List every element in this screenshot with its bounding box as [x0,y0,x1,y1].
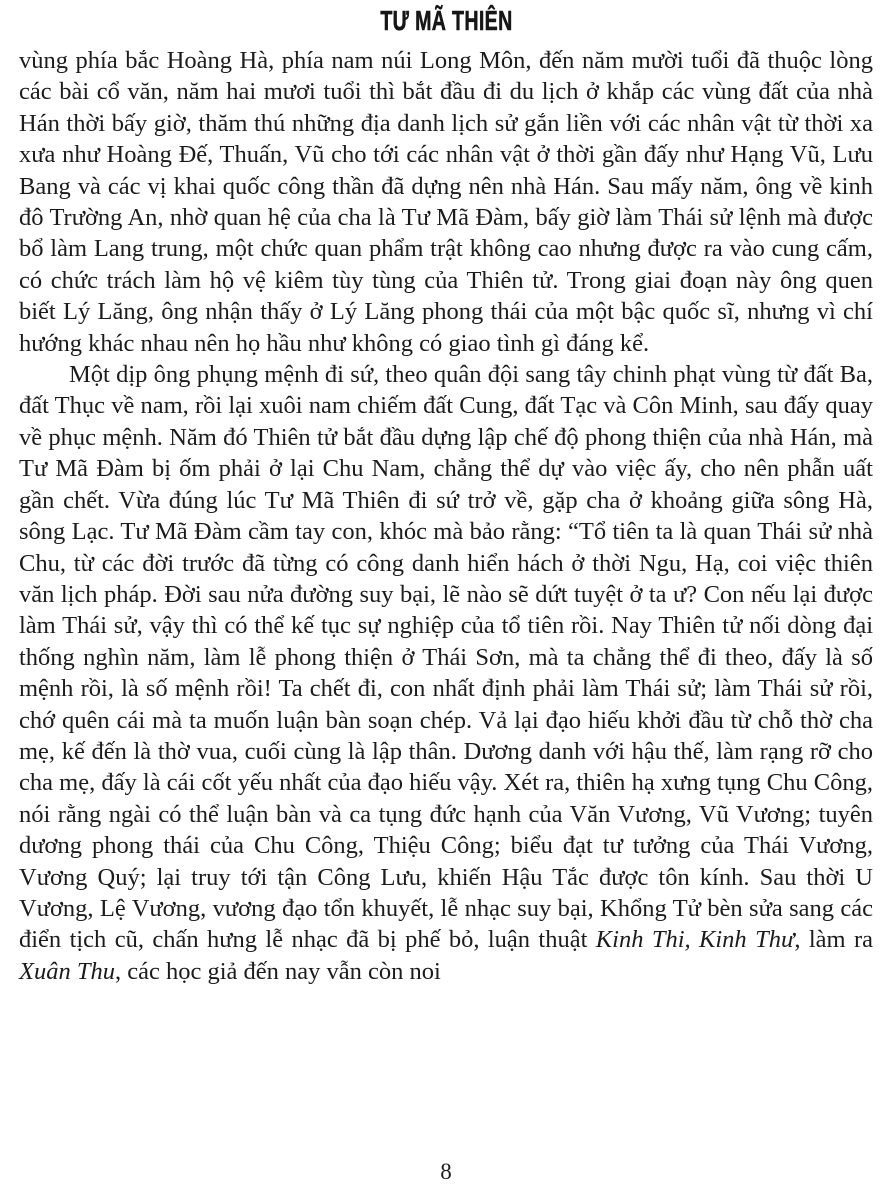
text-run: , làm ra [794,926,873,954]
chapter-title: TƯ MÃ THIÊN [379,5,513,36]
book-title-italic: Kinh Thi, Kinh Thư [595,926,795,954]
page-header [0,7,892,35]
text-run: , các học giả đến nay vẫn còn noi [114,957,441,985]
page-number: 8 [440,1159,452,1184]
paragraph [19,359,873,987]
text-run: Một dịp ông phụng mệnh đi sứ, theo quân đội sang tây chinh phạt vùng từ đất Ba, đất Thục về nam, rồi lại xuôi nam chiếm đất Cung, đất Tạc và Côn Minh, sau đấy quay về phục mệnh. Năm đó Thiên tử bắt đầu dựng lập chế độ phong thiện của nhà Hán, mà Tư Mã Đàm bị ốm phải ở lại Chu Nam, chẳng thể dự vào việc ấy, cho nên phẫn uất gần chết. Vừa đúng lúc Tư Mã Thiên đi sứ trở về, gặp cha ở khoảng giữa sông Hà, sông Lạc. Tư Mã Đàm cầm tay con, khóc mà bảo rằng: “Tổ tiên ta là quan Thái sử nhà Chu, từ các đời trước đã từng có công danh hiển hách ở thời Ngu, Hạ, coi việc thiên văn lịch pháp. Đời sau nửa đường suy bại, lẽ nào sẽ dứt tuyệt ở ta ư? Con nếu lại được làm Thái sử, vậy thì có thể kế tục sự nghiệp của tổ tiên rồi. Nay Thiên tử nối dòng đại thống nghìn năm, làm lễ phong thiện ở Thái Sơn, mà ta chẳng thể đi theo, đấy là số mệnh rồi, là số mệnh rồi! Ta chết đi, con nhất định phải làm Thái sử; làm Thái sử rồi, chớ quên cái mà ta muốn luận bàn soạn chép. Vả lại đạo hiếu khởi đầu từ chỗ thờ cha mẹ, kế đến là thờ vua, cuối cùng là lập thân. Dương danh với hậu thế, làm rạng rỡ cho cha mẹ, đấy là cái cốt yếu nhất của đạo hiếu vậy. Xét ra, thiên hạ xưng tụng Chu Công, nói rằng ngài có thể luận bàn và ca tụng đức hạnh của Văn Vương, Vũ Vương; tuyên dương phong thái của Chu Công, Thiệu Công; biểu đạt tư tưởng của Thái Vương, Vương Quý; lại truy tới tận Công Lưu, khiến Hậu Tắc được tôn kính. Sau thời U Vương, Lệ Vương, vương đạo tổn khuyết, lễ nhạc suy bại, Khổng Tử bèn sửa sang các điển tịch cũ, chấn hưng lễ nhạc đã bị phế bỏ, luận thuật [19,361,873,954]
book-title-italic: Xuân Thu [19,957,115,985]
paragraph-continuation: vùng phía bắc Hoàng Hà, phía nam núi Long Môn, đến năm mười tuổi đã thuộc lòng các bài cổ văn, năm hai mươi tuổi thì bắt đầu đi du lịch ở khắp các vùng đất của nhà Hán thời bấy giờ, thăm thú những địa danh lịch sử gắn liền với các nhân vật từ thời xa xưa như Hoàng Đế, Thuấn, Vũ cho tới các nhân vật ở thời gần đấy như Hạng Vũ, Lưu Bang và các vị khai quốc công thần đã dựng nên nhà Hán. Sau mấy năm, ông về kinh đô Trường An, nhờ quan hệ của cha là Tư Mã Đàm, bấy giờ làm Thái sử lệnh mà được bổ làm Lang trung, một chức quan phẩm trật không cao nhưng được ra vào cung cấm, có chức trách làm hộ vệ kiêm tùy tùng của Thiên tử. Trong giai đoạn này ông quen biết Lý Lăng, ông nhận thấy ở Lý Lăng phong thái của một bậc quốc sĩ, nhưng vì chí hướng khác nhau nên họ hầu như không có giao tình gì đáng kể. [19,47,873,357]
body-text [19,45,873,987]
